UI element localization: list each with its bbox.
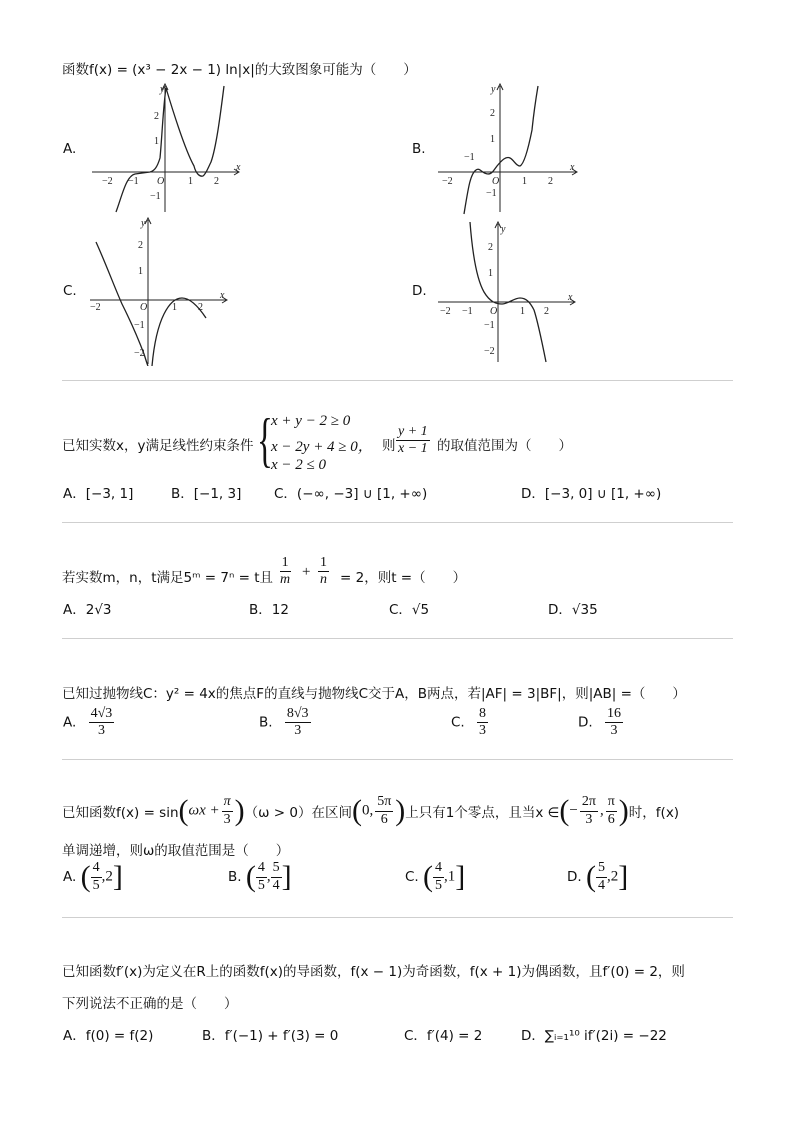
q5-option-c[interactable]: C. ( $\frac{4}{5}$ ,1]: [405, 860, 466, 893]
q5-int-a: 0,: [361, 802, 374, 819]
q6-line1: 已知函数f′(x)为定义在R上的函数f(x)的导函数，f(x − 1)为奇函数，f(x + 1)为偶函数，且f′(0) = 2，则: [62, 964, 685, 980]
q1-b-tick: −1: [486, 188, 497, 199]
q1-c-x-label: x: [220, 290, 225, 301]
q4-option-d-num: 16: [605, 706, 623, 723]
q1-a-tick: 1: [154, 136, 159, 147]
q5-text-3: 上只有1个零点，且当x ∈: [405, 805, 560, 821]
q1-option-a-label: A.: [63, 141, 77, 157]
q4-option-b-num: 8√3: [285, 706, 311, 723]
q1-a-tick: −1: [150, 191, 161, 202]
q5-option-c-num: 4: [433, 860, 444, 877]
q5-option-a-open: (: [80, 860, 91, 893]
q5-option-c-open: (: [423, 860, 434, 893]
q1-d-y-label: y: [501, 224, 506, 235]
q5-option-c-den: 5: [435, 877, 443, 893]
q5-option-c-label: C.: [405, 869, 419, 885]
q6-line2: 下列说法不正确的是（ ）: [62, 996, 238, 1012]
q1-graph-b: [434, 80, 584, 216]
q1-a-tick: 2: [154, 111, 159, 122]
q5-option-d-num: 5: [596, 860, 607, 877]
q1-stem: 函数f(x) = (x³ − 2x − 1) ln|x|的大致图象可能为（ ）: [62, 62, 417, 78]
q5-paren-close: ): [234, 794, 245, 827]
q2-prefix: 已知实数x，y满足线性约束条件: [62, 438, 254, 454]
q5-option-a[interactable]: A. ( $\frac{4}{5}$ ,2]: [63, 860, 123, 893]
q1-option-d-label: D.: [412, 283, 427, 299]
q5-option-d-close: ]: [618, 860, 629, 893]
q1-d-tick: −1: [484, 320, 495, 331]
q4-option-d[interactable]: [578, 706, 623, 739]
q5-option-a-den: 5: [92, 877, 100, 893]
q1-graph-c: [86, 214, 236, 366]
q5-option-b[interactable]: B. ( $\frac{4}{5}$ , $\frac{5}{4}$ ]: [228, 860, 292, 893]
q5-option-b-label: B.: [228, 869, 242, 885]
q5-option-d-label: D.: [567, 869, 582, 885]
q5-option-a-num: 4: [91, 860, 102, 877]
q1-option-b-label: B.: [412, 141, 426, 157]
q5-option-b-open: (: [245, 860, 256, 893]
q5-option-d[interactable]: D. ( $\frac{5}{4}$ ,2]: [567, 860, 629, 893]
q2-option-b[interactable]: B．[−1, 3]: [171, 486, 242, 502]
q1-a-x-label: x: [236, 162, 241, 173]
q5-line2: 单调递增，则ω的取值范围是（ ）: [62, 843, 290, 859]
q3-plus: +: [302, 564, 311, 580]
q5-d2: 6: [607, 811, 615, 827]
q5-text-1: 已知函数f(x) = sin: [62, 805, 179, 821]
q1-c-y-label: y: [141, 218, 146, 229]
q5-option-b-bden: 4: [272, 877, 280, 893]
q3-frac1: [278, 555, 292, 588]
q1-d-x-label: x: [568, 292, 573, 303]
q1-b-tick: 2: [548, 176, 553, 187]
q5-pi: π: [222, 794, 233, 811]
q4-option-a[interactable]: [63, 706, 114, 739]
q5-int-close: ): [395, 794, 406, 827]
q5-comma: ,: [599, 802, 604, 819]
q1-graph-a: [88, 78, 248, 216]
q2-target-fraction: [396, 424, 430, 457]
q5-option-b-den: 5: [257, 877, 265, 893]
q2-frac-den: x − 1: [398, 441, 428, 457]
q1-b-origin: O: [492, 176, 500, 187]
q2-then: 则: [382, 438, 396, 454]
q1-b-tick: 1: [490, 134, 495, 145]
q1-d-tick: 1: [488, 268, 493, 279]
q1-d-tick: −2: [440, 306, 451, 317]
q3-prefix: 若实数m，n，t满足5ᵐ = 7ⁿ = t且: [62, 570, 274, 586]
q1-b-x-label: x: [570, 162, 575, 173]
q5-paren-open: (: [178, 794, 189, 827]
q5-option-b-close: ]: [281, 860, 292, 893]
q5-text-2: （ω > 0）在区间: [244, 805, 352, 821]
q1-a-tick: −1: [128, 176, 139, 187]
q3-option-b[interactable]: B．12: [249, 602, 289, 618]
q2-option-c[interactable]: C．(−∞, −3] ∪ [1, +∞): [274, 486, 428, 502]
q5-arg: ωx +: [188, 802, 220, 819]
q5-int-num: 5π: [375, 794, 393, 811]
q1-c-tick: 2: [198, 302, 203, 313]
q3-option-c[interactable]: C．√5: [389, 602, 430, 618]
q1-d-tick: −1: [462, 306, 473, 317]
q5-option-a-close: ]: [112, 860, 123, 893]
q5-option-d-den: 4: [597, 877, 605, 893]
q2-constraint-3: x − 2 ≤ 0: [271, 457, 327, 473]
q4-option-d-label: D.: [578, 714, 593, 731]
q5-option-b-bnum: 5: [271, 860, 282, 877]
q5-int-open: (: [351, 794, 362, 827]
divider: [62, 759, 733, 760]
q2-constraint-1: x + y − 2 ≥ 0: [271, 413, 351, 429]
q3-frac1-num: 1: [280, 555, 291, 572]
q5-n1: 2π: [580, 794, 598, 811]
divider: [62, 522, 733, 523]
q1-d-tick: −2: [484, 346, 495, 357]
q2-frac-num: y + 1: [396, 424, 430, 441]
q4-option-a-num: 4√3: [89, 706, 115, 723]
q1-a-tick: −2: [102, 176, 113, 187]
q1-a-tick: 1: [188, 176, 193, 187]
q2-brace: {: [257, 407, 273, 473]
q5-option-d-b: 2: [610, 868, 619, 885]
q6-option-c[interactable]: C．f′(4) = 2: [404, 1028, 483, 1044]
q5-three: 3: [223, 811, 231, 827]
divider: [62, 917, 733, 918]
q5-option-b-num: 4: [256, 860, 267, 877]
q3-suffix: = 2，则t =（ ）: [340, 570, 467, 586]
q5-option-a-label: A.: [63, 869, 77, 885]
q5-line1: [62, 794, 679, 828]
q5-option-c-close: ]: [455, 860, 466, 893]
q5-n2: π: [606, 794, 617, 811]
q4-option-c-den: 3: [479, 723, 487, 739]
q1-b-tick: 1: [522, 176, 527, 187]
q5-x-open: (: [559, 794, 570, 827]
q3-option-d[interactable]: D．√35: [548, 602, 598, 618]
q4-option-b[interactable]: [259, 706, 311, 739]
q4-option-d-den: 3: [610, 723, 618, 739]
q1-b-tick: −2: [442, 176, 453, 187]
q1-a-origin: O: [157, 176, 165, 187]
q1-c-origin: O: [140, 302, 148, 313]
q2-option-d[interactable]: D．[−3, 0] ∪ [1, +∞): [521, 486, 662, 502]
q1-c-tick: 1: [172, 302, 177, 313]
q1-c-tick: 1: [138, 266, 143, 277]
q5-neg: −: [569, 802, 578, 819]
q4-option-b-label: B.: [259, 714, 273, 731]
q6-option-b[interactable]: B．f′(−1) + f′(3) = 0: [202, 1028, 339, 1044]
q3-frac2: [318, 555, 329, 588]
q5-x-close: ): [618, 794, 629, 827]
q5-option-c-b: 1: [447, 868, 456, 885]
q1-d-tick: 2: [488, 242, 493, 253]
q5-option-a-b: 2: [105, 868, 113, 885]
q1-graph-d: [434, 218, 584, 364]
q4-option-c-label: C.: [451, 714, 465, 731]
q2-constraint-2: x − 2y + 4 ≥ 0，: [271, 439, 373, 455]
q1-a-tick: 2: [214, 176, 219, 187]
q2-option-a[interactable]: A．[−3, 1]: [63, 486, 134, 502]
q4-option-c[interactable]: [451, 706, 488, 739]
q1-d-origin: O: [490, 306, 498, 317]
q3-frac2-den: n: [320, 572, 327, 588]
q5-d1: 3: [585, 811, 593, 827]
q6-option-d[interactable]: D．∑ᵢ₌₁¹⁰ if′(2i) = −22: [521, 1028, 667, 1044]
q1-d-tick: 1: [520, 306, 525, 317]
q4-option-b-den: 3: [294, 723, 302, 739]
q1-b-tick: −1: [464, 152, 475, 163]
q4-option-c-num: 8: [477, 706, 488, 723]
q3-frac2-num: 1: [318, 555, 329, 572]
q3-option-a[interactable]: A．2√3: [63, 602, 112, 618]
q4-option-a-label: A.: [63, 714, 77, 731]
q4-stem: 已知过抛物线C：y² = 4x的焦点F的直线与抛物线C交于A，B两点，若|AF| = 3|BF|，则|AB| =（ ）: [62, 686, 686, 702]
q3-frac1-den: m: [280, 572, 291, 588]
q1-c-tick: −1: [134, 320, 145, 331]
divider: [62, 638, 733, 639]
q1-c-tick: −2: [134, 348, 145, 359]
q5-option-d-open: (: [585, 860, 596, 893]
q1-b-tick: 2: [490, 108, 495, 119]
q6-option-a[interactable]: A．f(0) = f(2): [63, 1028, 154, 1044]
q5-int-den: 6: [380, 811, 388, 827]
q1-option-c-label: C.: [63, 283, 77, 299]
q5-text-4: 时，f(x): [628, 805, 680, 821]
q4-option-a-den: 3: [97, 723, 105, 739]
q1-d-tick: 2: [544, 306, 549, 317]
q2-suffix: 的取值范围为（ ）: [437, 438, 572, 454]
divider: [62, 380, 733, 381]
q1-c-tick: 2: [138, 240, 143, 251]
q1-a-y-label: y: [160, 84, 165, 95]
q1-c-tick: −2: [90, 302, 101, 313]
q1-b-y-label: y: [491, 84, 496, 95]
